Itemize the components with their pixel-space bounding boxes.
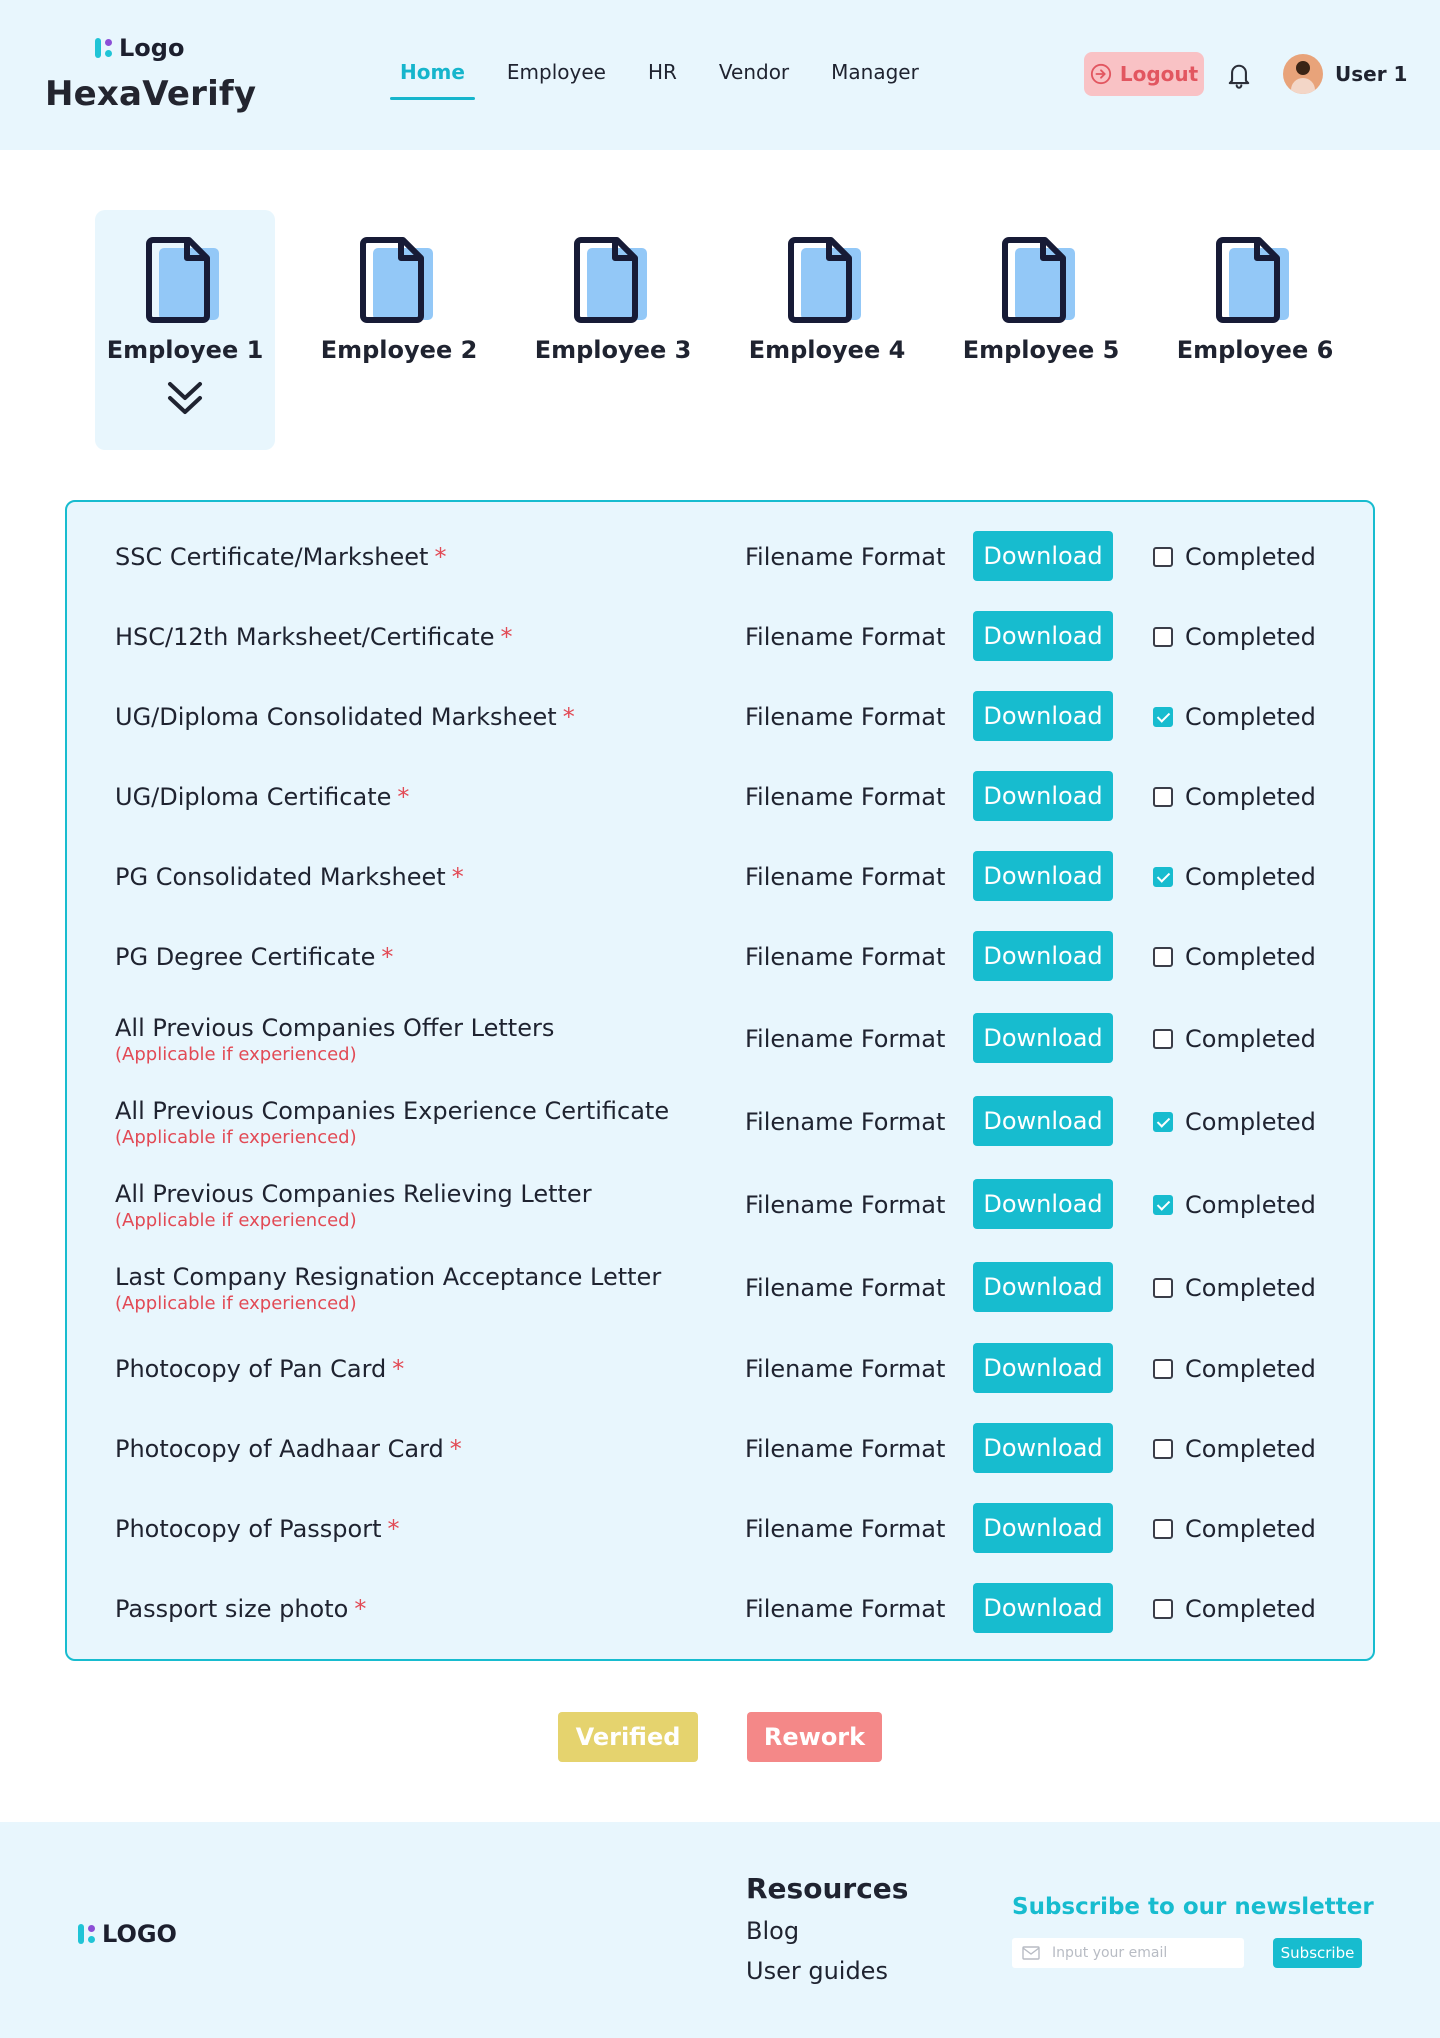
download-button[interactable]: Download — [973, 931, 1113, 981]
required-marker: * — [387, 1515, 400, 1543]
download-button[interactable]: Download — [973, 1583, 1113, 1633]
download-button[interactable]: Download — [973, 1179, 1113, 1229]
filename-format: Filename Format — [745, 543, 946, 571]
document-name: PG Degree Certificate — [115, 943, 376, 971]
completed-label: Completed — [1185, 1355, 1316, 1383]
completed-checkbox[interactable] — [1153, 1489, 1316, 1569]
download-button[interactable]: Download — [973, 1262, 1113, 1312]
document-row — [67, 1082, 1373, 1162]
employee-tab-3[interactable] — [523, 210, 703, 450]
document-row — [67, 837, 1373, 917]
completed-checkbox[interactable] — [1153, 597, 1316, 677]
applicability-note: (Applicable if experienced) — [115, 1292, 357, 1314]
nav-manager[interactable]: Manager — [831, 60, 919, 84]
document-row — [67, 597, 1373, 677]
document-name: Passport size photo — [115, 1595, 349, 1623]
document-row — [67, 1409, 1373, 1489]
employee-tab-label: Employee 5 — [962, 336, 1120, 364]
document-row — [67, 999, 1373, 1079]
nav-home[interactable]: Home — [400, 60, 465, 100]
document-name: HSC/12th Marksheet/Certificate — [115, 623, 495, 651]
filename-format: Filename Format — [745, 943, 946, 971]
employee-tab-4[interactable] — [737, 210, 917, 450]
filename-format: Filename Format — [745, 1108, 946, 1136]
newsletter-email-input[interactable] — [1052, 1945, 1232, 1961]
applicability-note: (Applicable if experienced) — [115, 1126, 357, 1148]
document-icon — [359, 236, 439, 326]
required-marker: * — [397, 783, 410, 811]
checkbox-checked-icon — [1153, 707, 1173, 727]
checkbox-icon — [1153, 1599, 1173, 1619]
download-button[interactable]: Download — [973, 1013, 1113, 1063]
completed-checkbox[interactable] — [1153, 999, 1316, 1079]
filename-format: Filename Format — [745, 1515, 946, 1543]
footer-link-user-guides[interactable]: User guides — [746, 1957, 888, 1985]
employee-tab-6[interactable] — [1165, 210, 1345, 450]
verified-button[interactable]: Verified — [558, 1712, 698, 1762]
documents-panel — [65, 500, 1375, 1661]
filename-format: Filename Format — [745, 863, 946, 891]
filename-format: Filename Format — [745, 1595, 946, 1623]
nav-hr[interactable]: HR — [647, 60, 677, 84]
applicability-note: (Applicable if experienced) — [115, 1209, 357, 1231]
completed-label: Completed — [1185, 1108, 1316, 1136]
newsletter-title: Subscribe to our newsletter — [1012, 1894, 1374, 1920]
required-marker: * — [392, 1355, 405, 1383]
document-name: Photocopy of Aadhaar Card — [115, 1435, 444, 1463]
employee-tab-2[interactable] — [309, 210, 489, 450]
completed-label: Completed — [1185, 1191, 1316, 1219]
brand-logo[interactable] — [95, 34, 184, 62]
completed-checkbox[interactable] — [1153, 1409, 1316, 1489]
user-name: User 1 — [1335, 62, 1408, 86]
document-icon — [787, 236, 867, 326]
top-header — [0, 0, 1440, 150]
completed-label: Completed — [1185, 1274, 1316, 1302]
document-name: UG/Diploma Certificate — [115, 783, 392, 811]
employee-tab-label: Employee 3 — [534, 336, 692, 364]
document-name: Last Company Resignation Acceptance Letter — [115, 1262, 662, 1291]
completed-label: Completed — [1185, 943, 1316, 971]
document-icon — [573, 236, 653, 326]
filename-format: Filename Format — [745, 1191, 946, 1219]
logo-icon — [95, 38, 112, 58]
subscribe-button[interactable]: Subscribe — [1273, 1938, 1362, 1968]
document-name: All Previous Companies Relieving Letter — [115, 1179, 592, 1208]
checkbox-icon — [1153, 547, 1173, 567]
completed-checkbox[interactable] — [1153, 1165, 1316, 1245]
download-button[interactable]: Download — [973, 1096, 1113, 1146]
completed-checkbox[interactable] — [1153, 1248, 1316, 1328]
logo-text: Logo — [119, 34, 185, 62]
checkbox-icon — [1153, 1359, 1173, 1379]
completed-label: Completed — [1185, 543, 1316, 571]
document-row — [67, 917, 1373, 997]
completed-label: Completed — [1185, 1435, 1316, 1463]
brand-name: HexaVerify — [45, 74, 257, 114]
document-icon — [1215, 236, 1295, 326]
nav-employee[interactable]: Employee — [506, 60, 606, 84]
document-icon — [145, 236, 225, 326]
applicability-note: (Applicable if experienced) — [115, 1043, 357, 1065]
download-button[interactable]: Download — [973, 1343, 1113, 1393]
required-marker: * — [354, 1595, 367, 1623]
completed-label: Completed — [1185, 783, 1316, 811]
employee-tab-label: Employee 1 — [106, 336, 264, 364]
filename-format: Filename Format — [745, 1435, 946, 1463]
download-button[interactable]: Download — [973, 531, 1113, 581]
completed-label: Completed — [1185, 863, 1316, 891]
completed-label: Completed — [1185, 1025, 1316, 1053]
document-name: SSC Certificate/Marksheet — [115, 543, 429, 571]
document-name: Photocopy of Pan Card — [115, 1355, 387, 1383]
completed-checkbox[interactable] — [1153, 1082, 1316, 1162]
filename-format: Filename Format — [745, 623, 946, 651]
filename-format: Filename Format — [745, 1355, 946, 1383]
checkbox-icon — [1153, 1278, 1173, 1298]
user-menu[interactable] — [1283, 54, 1407, 94]
logout-label: Logout — [1119, 62, 1199, 86]
main-nav — [400, 60, 961, 100]
completed-label: Completed — [1185, 623, 1316, 651]
footer-link-blog[interactable]: Blog — [746, 1917, 800, 1945]
filename-format: Filename Format — [745, 1025, 946, 1053]
completed-label: Completed — [1185, 1515, 1316, 1543]
employee-tabs — [95, 210, 1379, 450]
newsletter-email-field[interactable] — [1012, 1938, 1244, 1968]
checkbox-icon — [1153, 787, 1173, 807]
document-row — [67, 1569, 1373, 1649]
required-marker: * — [449, 1435, 462, 1463]
completed-checkbox[interactable] — [1153, 517, 1316, 597]
filename-format: Filename Format — [745, 703, 946, 731]
document-row — [67, 1165, 1373, 1245]
download-button[interactable]: Download — [973, 611, 1113, 661]
document-row — [67, 1329, 1373, 1409]
footer-logo-text: LOGO — [102, 1920, 177, 1948]
avatar — [1283, 54, 1323, 94]
filename-format: Filename Format — [745, 783, 946, 811]
completed-checkbox[interactable] — [1153, 917, 1316, 997]
bell-icon[interactable] — [1225, 60, 1253, 90]
checkbox-checked-icon — [1153, 867, 1173, 887]
footer — [0, 1822, 1440, 2038]
resources-title: Resources — [746, 1872, 909, 1905]
completed-label: Completed — [1185, 703, 1316, 731]
document-row — [67, 1248, 1373, 1328]
completed-checkbox[interactable] — [1153, 1569, 1316, 1649]
checkbox-icon — [1153, 947, 1173, 967]
document-name: All Previous Companies Offer Letters — [115, 1013, 555, 1042]
employee-tab-label: Employee 2 — [320, 336, 478, 364]
logo-icon — [78, 1924, 95, 1944]
required-marker: * — [381, 943, 394, 971]
employee-tab-label: Employee 6 — [1176, 336, 1334, 364]
document-name: All Previous Companies Experience Certificate — [115, 1096, 670, 1125]
document-name: PG Consolidated Marksheet — [115, 863, 446, 891]
document-row — [67, 757, 1373, 837]
download-button[interactable]: Download — [973, 851, 1113, 901]
document-name: Photocopy of Passport — [115, 1515, 382, 1543]
nav-vendor[interactable]: Vendor — [718, 60, 790, 84]
filename-format: Filename Format — [745, 1274, 946, 1302]
employee-tab-label: Employee 4 — [748, 336, 906, 364]
download-button[interactable]: Download — [973, 1423, 1113, 1473]
checkbox-checked-icon — [1153, 1195, 1173, 1215]
checkbox-icon — [1153, 1029, 1173, 1049]
double-chevron-down-icon — [165, 378, 205, 418]
completed-label: Completed — [1185, 1595, 1316, 1623]
checkbox-icon — [1153, 627, 1173, 647]
required-marker: * — [500, 623, 513, 651]
document-row — [67, 1489, 1373, 1569]
employee-tab-1[interactable] — [95, 210, 275, 450]
completed-checkbox[interactable] — [1153, 757, 1316, 837]
document-row — [67, 517, 1373, 597]
required-marker: * — [451, 863, 464, 891]
mail-icon — [1022, 1946, 1040, 1960]
download-button[interactable]: Download — [973, 1503, 1113, 1553]
completed-checkbox[interactable] — [1153, 1329, 1316, 1409]
download-button[interactable]: Download — [973, 771, 1113, 821]
document-icon — [1001, 236, 1081, 326]
logout-button[interactable] — [1084, 52, 1204, 96]
checkbox-icon — [1153, 1439, 1173, 1459]
download-button[interactable]: Download — [973, 691, 1113, 741]
required-marker: * — [562, 703, 575, 731]
rework-button[interactable]: Rework — [747, 1712, 882, 1762]
checkbox-checked-icon — [1153, 1112, 1173, 1132]
footer-logo[interactable] — [78, 1920, 177, 1948]
employee-tab-5[interactable] — [951, 210, 1131, 450]
document-row — [67, 677, 1373, 757]
checkbox-icon — [1153, 1519, 1173, 1539]
required-marker: * — [434, 543, 447, 571]
completed-checkbox[interactable] — [1153, 677, 1316, 757]
document-name: UG/Diploma Consolidated Marksheet — [115, 703, 557, 731]
logout-icon — [1090, 63, 1112, 85]
completed-checkbox[interactable] — [1153, 837, 1316, 917]
